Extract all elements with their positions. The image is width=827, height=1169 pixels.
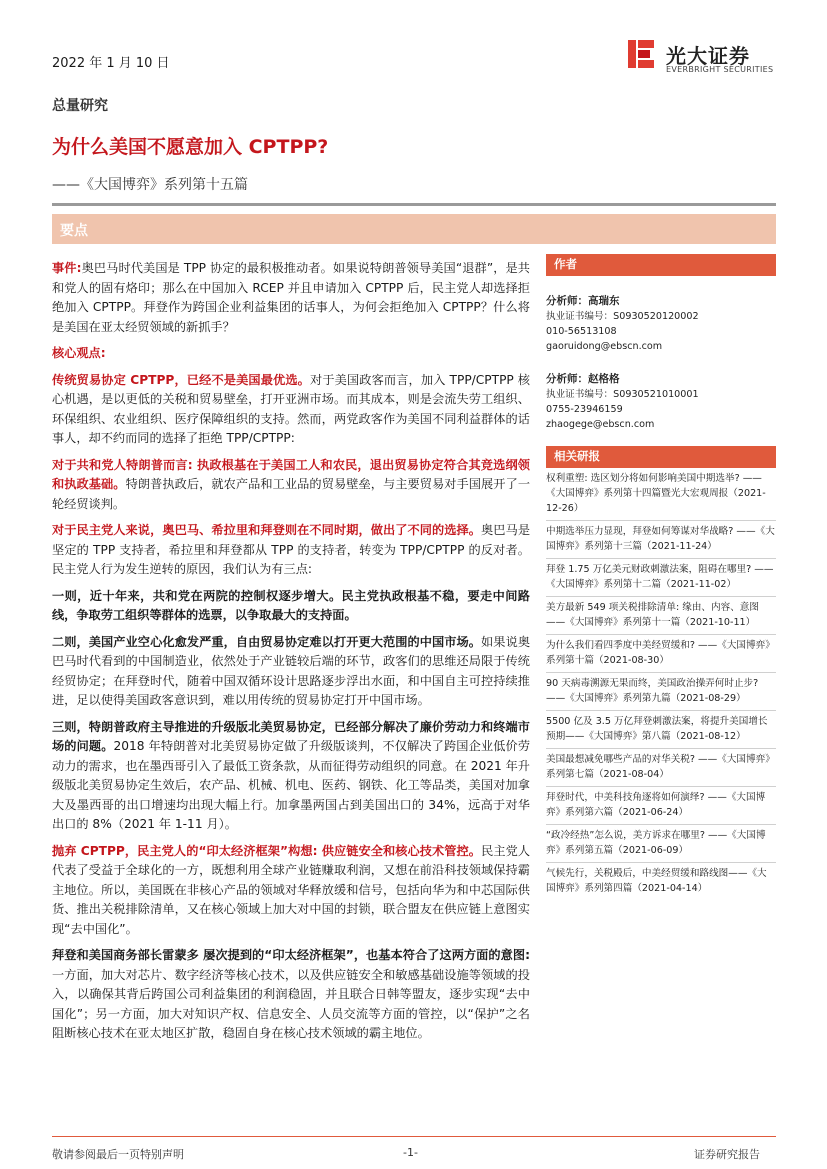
related-report[interactable]: 为什么我们看四季度中美经贸缓和? ——《大国博弈》系列第十篇（2021-08-30）: [546, 635, 776, 673]
related-report[interactable]: “政冷经热”怎么说，美方诉求在哪里? ——《大国博弈》系列第五篇（2021-06-09）: [546, 825, 776, 863]
paragraph-cptpp: 传统贸易协定 CPTPP，已经不是美国最优选。对于美国政客而言，加入 TPP/CPTPP 核心机遇，是以更低的关税和贸易壁垒，打开亚洲市场。而其成本，则是会流失劳工组织、环保组织、农业组织、医疗保障组织的支持。然而，两党政客作为美国不同利益群体的话事人，却不约而同的选择了拒绝 TPP/CPTPP:: [52, 372, 530, 445]
analyst-cert: 执业证书编号：S0930520120002: [546, 311, 699, 322]
analyst-name: 分析师：赵格格: [546, 373, 620, 385]
related-report[interactable]: 中期选举压力显现，拜登如何筹谋对华战略? ——《大国博弈》系列第十三篇（2021-11-24）: [546, 521, 776, 559]
related-report[interactable]: 拜登时代，中美科技角逐将如何演绎? ——《大国博弈》系列第六篇（2021-06-24）: [546, 787, 776, 825]
footer-report-type: 证券研究报告: [694, 1148, 760, 1161]
related-report[interactable]: 美方最新 549 项关税排除清单: 缘由、内容、意图——《大国博弈》系列第十一篇（2021-10-11）: [546, 597, 776, 635]
related-report[interactable]: 气候先行，关税殿后，中美经贸缓和路线图——《大国博弈》系列第四篇（2021-04-14）: [546, 868, 767, 894]
paragraph-indo-pacific: 抛弃 CPTPP，民主党人的“印太经济框架”构想: 供应链安全和核心技术管控。民主党人代表了受益于全球化的一方，既想利用全球产业链赚取利润，又想在前沿科技领域保持霸主地位。所以，美国既在非核心产品的领域对华释放缓和信号，包括向华为和中芯国际供货、推出关税排除清单，又在核心领域上加大对中国的封锁，联合盟友在供应链上意图实现“去中国化”。: [52, 843, 531, 936]
header-divider: [52, 203, 776, 206]
related-report[interactable]: 90 天病毒溯源无果而终，美国政治操弄何时止步? ——《大国博弈》系列第九篇（2021-08-29）: [546, 673, 776, 711]
core-view-label: 核心观点:: [52, 346, 106, 360]
page-number: -1-: [403, 1146, 418, 1159]
related-reports-list: [546, 468, 776, 900]
authors-header: 作者: [546, 254, 776, 276]
related-report[interactable]: 权利重塑: 选区划分将如何影响美国中期选举? ——《大国博弈》系列第十四篇暨光大宏观周报（2021-12-26）: [546, 468, 776, 521]
paragraph-reason-2: 二则，美国产业空心化愈发严重，自由贸易协定难以打开更大范围的中国市场。如果说奥巴马时代看到的中国制造业，依然处于产业链较后端的环节，政客们的思维还局限于传统经贸协定；在拜登时代，随着中国双循环设计思路逐步浮出水面，和中国自主可控持续推进，足以使得美国政客意识到，难以用传统的贸易协定打开中国市场。: [52, 634, 531, 707]
related-reports-header: 相关研报: [546, 446, 776, 468]
paragraph-reason-1: 一则，近十年来，共和党在两院的控制权逐步增大。民主党执政根基不稳，要走中间路线，争取劳工组织等群体的选票，以争取最大的支持面。: [52, 588, 530, 622]
main-content: [52, 259, 530, 1051]
related-report[interactable]: 拜登 1.75 万亿美元财政刺激法案，阻碍在哪里? ——《大国博弈》系列第十二篇（2021-11-02）: [546, 559, 776, 597]
footer-disclaimer: 敬请参阅最后一页特别声明: [52, 1148, 184, 1161]
analyst-phone: 0755-23946159: [546, 404, 623, 415]
key-points-bar: [52, 214, 776, 244]
brand-name-en: EVERBRIGHT SECURITIES: [666, 65, 774, 74]
analyst-email[interactable]: zhaogege@ebscn.com: [546, 419, 655, 430]
report-category: 总量研究: [52, 98, 108, 114]
related-report[interactable]: 美国最想减免哪些产品的对华关税? ——《大国博弈》系列第七篇（2021-08-04）: [546, 749, 776, 787]
paragraph-reason-3: 三则，特朗普政府主导推进的升级版北美贸易协定，已经部分解决了廉价劳动力和终端市场的问题。2018 年特朗普对北美贸易协定做了升级版谈判，不仅解决了跨国企业低价劳动力的需求，也在墨西哥引入了最低工资条款，从而征得劳动组织的同意。在 2021 年升级版北美贸易协定生效后，农产品、机械、机电、医药、钢铁、化工等品类，美国对加拿大及墨西哥的出口增速均出现大幅上行。加拿墨两国占到美国出口的 34%，远高于对华出口的 8%（2021 年 1-11 月）。: [52, 719, 531, 831]
analyst-phone: 010-56513108: [546, 326, 617, 337]
paragraph-democrat: 对于民主党人来说，奥巴马、希拉里和拜登则在不同时期，做出了不同的选择。奥巴马是坚定的 TPP 支持者，希拉里和拜登都从 TPP 的支持者，转变为 TPP/CPTPP 的反对者。民主党人行为发生逆转的原因，我们认为有三点:: [52, 523, 531, 576]
report-subtitle: ——《大国博弈》系列第十五篇: [52, 177, 248, 193]
brand-logo: [626, 38, 786, 78]
footer-divider: [52, 1136, 776, 1137]
analyst-name: 分析师：高瑞东: [546, 295, 620, 307]
key-points-label: 要点: [60, 223, 88, 239]
report-date: 2022 年 1 月 10 日: [52, 56, 170, 71]
paragraph-intent: 拜登和美国商务部长雷蒙多 屡次提到的“印太经济框架”，也基本符合了这两方面的意图:一方面，加大对芯片、数字经济等核心技术，以及供应链安全和敏感基础设施等领域的投入，以确保其背后跨国公司利益集团的利润稳固，并且联合日韩等盟友，逐步实现“去中国化”；另一方面，加大对知识产权、信息安全、人员交流等方面的管控，以“保护”之名阻断核心技术在亚太地区扩散，稳固自身在核心技术领域的霸主地位。: [52, 948, 530, 1040]
sidebar: [546, 254, 776, 900]
report-title: 为什么美国不愿意加入 CPTPP?: [52, 136, 329, 158]
everbright-logo-icon: [626, 38, 656, 70]
analyst-1: [546, 294, 776, 354]
paragraph-event: 事件:奥巴马时代美国是 TPP 协定的最积极推动者。如果说特朗普领导美国“退群”，是共和党人的固有烙印；那么在中国加入 RCEP 并且申请加入 CPTPP 后，民主党人却选择拒绝加入 CPTPP。拜登作为跨国企业利益集团的话事人，为何会拒绝加入 CPTPP？什么将是美国在亚太经贸领域的新抓手？: [52, 261, 530, 334]
brand-name-cn: 光大证券: [666, 44, 750, 68]
analyst-cert: 执业证书编号：S0930521010001: [546, 389, 699, 400]
analyst-2: [546, 372, 776, 432]
related-report[interactable]: 5500 亿及 3.5 万亿拜登刺激法案，将提升美国增长预期——《大国博弈》第八篇（2021-08-12）: [546, 711, 776, 749]
analyst-email[interactable]: gaoruidong@ebscn.com: [546, 341, 663, 352]
paragraph-republican: 对于共和党人特朗普而言: 执政根基在于美国工人和农民，退出贸易协定符合其竞选纲领和执政基础。特朗普执政后，就农产品和工业品的贸易壁垒，与主要贸易对手国展开了一轮经贸谈判。: [52, 457, 531, 511]
